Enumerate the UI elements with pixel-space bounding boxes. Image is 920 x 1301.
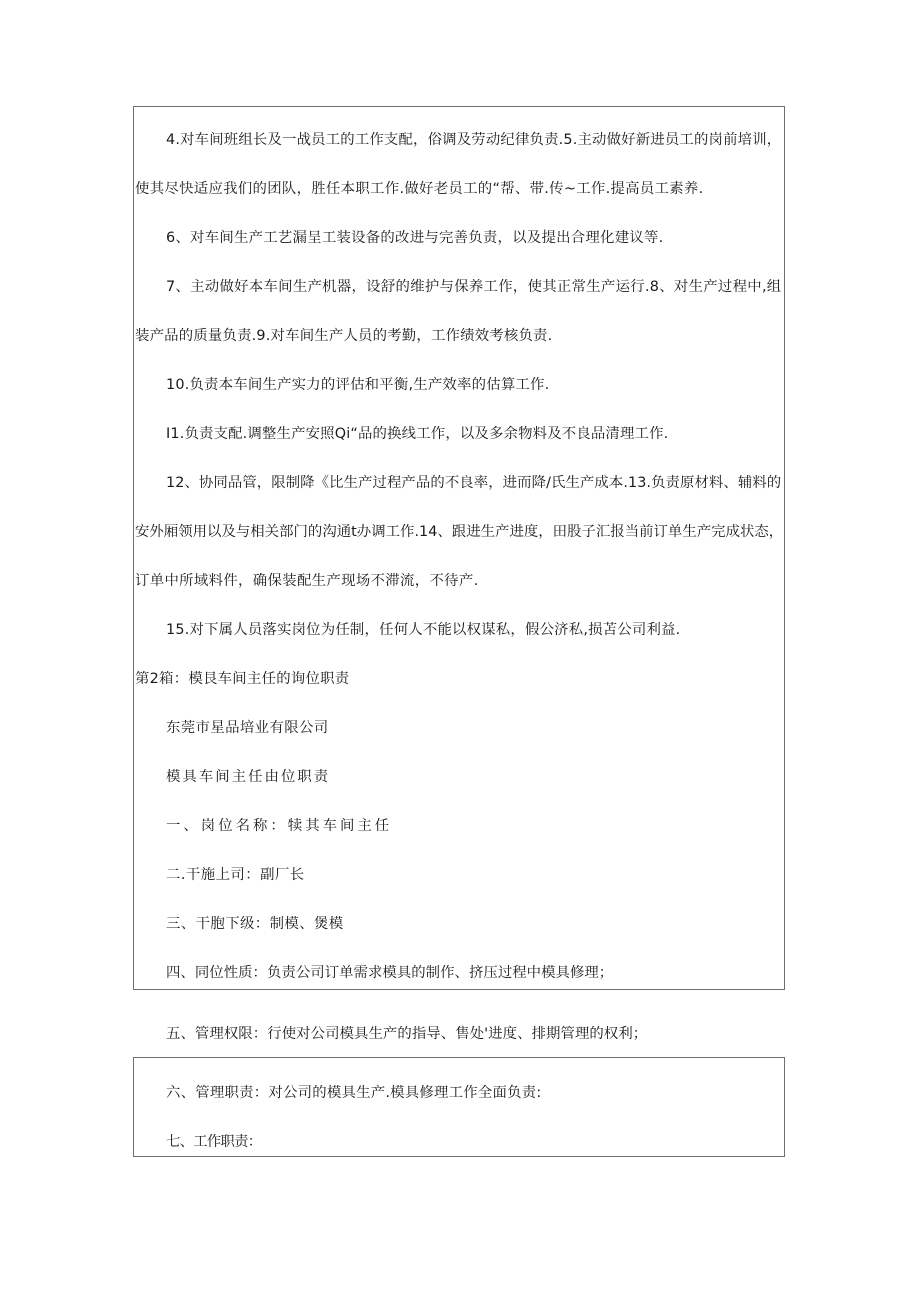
text-line: 四、同位性质：负责公司订单需求模具的制作、挤压过程中模具修理；: [166, 965, 614, 981]
text-line: 4.对车间班组长及一战员工的工作支配，俗调及劳动纪律负责.5.主动做好新进员工的岗前培训，: [166, 132, 782, 148]
text-line: 六、管理职责：对公司的模具生产.模具修理工作全面负责:: [166, 1085, 542, 1101]
text-line: 安外厢领用以及与相关部门的沟通t办调工作.14、跟进生产进度，田股子汇报当前订单生产完成状态，: [135, 524, 784, 540]
text-line: 10.负责本车间生产实力的评估和平衡,生产效率的估算工作.: [166, 377, 550, 393]
text-line: I1.负责支配.调整生产安照Qi“品的换线工作，以及多余物料及不良品清理工作.: [166, 426, 669, 442]
text-line: 6、对车间生产工艺漏呈工装设备的改进与完善负责，以及提出合理化建议等.: [166, 230, 664, 246]
text-line: 12、协同品管，限制降《比生产过程产品的不良率，进而降/氏生产成本.13.负责原材料、辅料的: [166, 475, 782, 491]
text-line: 五、管理权限：行使对公司模具生产的指导、售处'进度、排期管理的权利；: [166, 1026, 648, 1042]
section-heading: 第2箱：模艮车间主任的询位职责: [135, 671, 350, 687]
text-line: 7、主动做好本车间生产机器，设舒的维护与保养工作，使其正常生产运行.8、对生产过程中,组: [166, 279, 782, 295]
company-name: 东莞市星品培业有限公司: [166, 720, 329, 736]
text-line: 一、岗位名称：犊其车间主任: [166, 818, 393, 834]
document-title: 模具车间主任由位职责: [166, 769, 331, 785]
text-line: 使其尽快适应我们的团队，胜任本职工作.做好老员工的“帮、带.传~工作.提高员工素养.: [135, 181, 704, 197]
text-line: 15.对下属人员落实岗位为任制，任何人不能以权谋私，假公济私,损苫公司利益.: [166, 622, 681, 638]
text-line: 七、工作职责：: [166, 1134, 262, 1150]
text-line: 三、干胞下级：制模、煲模: [166, 916, 344, 932]
text-line: 二.干施上司：副厂长: [166, 867, 305, 883]
text-line: 订单中所域料件，确保装配生产现场不滞流，不待产.: [135, 573, 479, 589]
text-line: 装产品的质量负责.9.对车间生产人员的考勤，工作绩效考核负责.: [135, 328, 553, 344]
